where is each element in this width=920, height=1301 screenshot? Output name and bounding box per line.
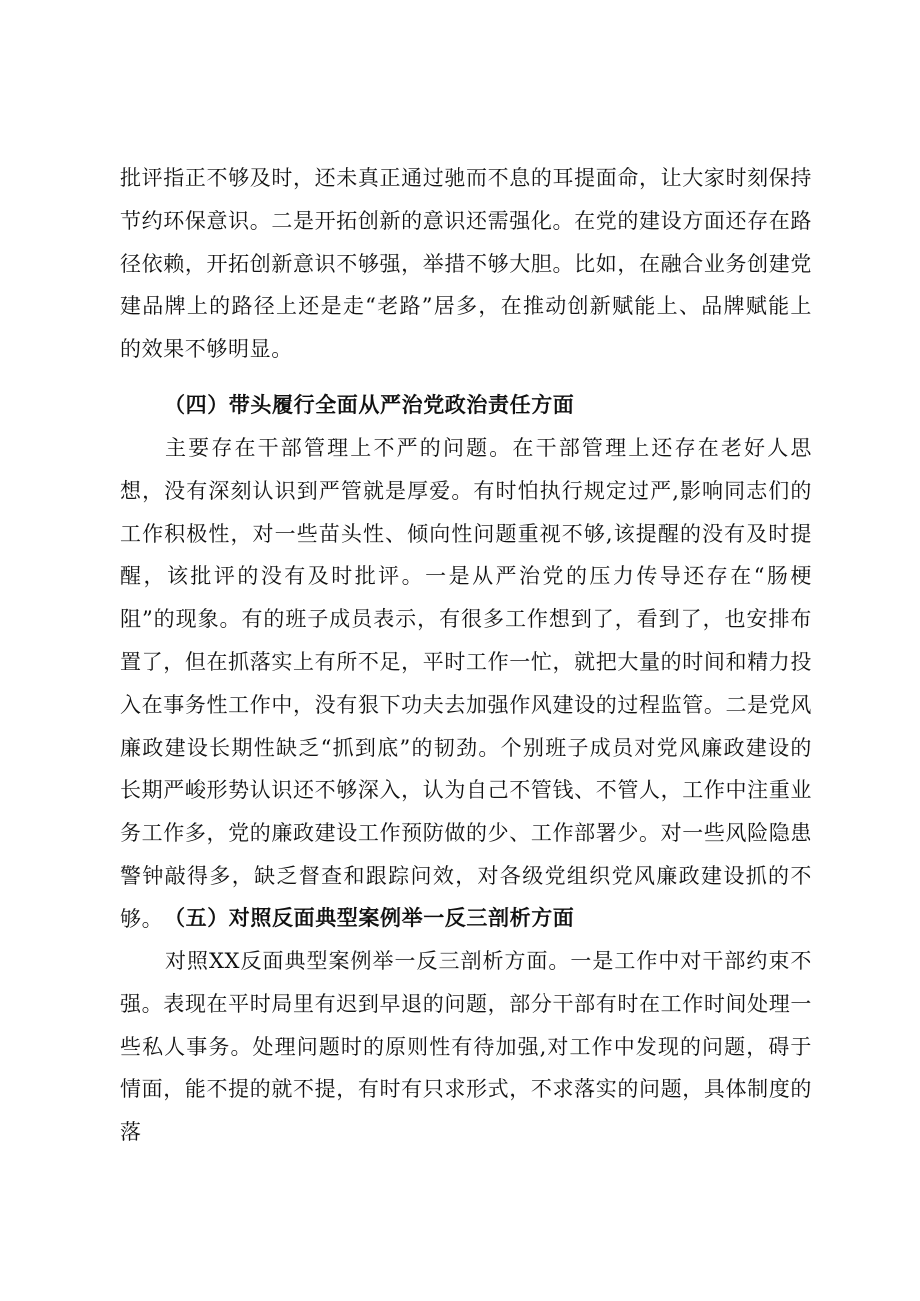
section-4-paragraph: 主要存在干部管理上不严的问题。在干部管理上还存在老好人思想，没有深刻认识到严管就是厚爱。有时怕执行规定过严,影响同志们的工作积极性，对一些苗头性、倾向性问题重视不够,该提醒的没有及时提醒，该批评的没有及时批评。一是从严治党的压力传导还存在“肠梗阻”的现象。有的班子成员表示，有很多工作想到了，看到了，也安排布置了，但在抓落实上有所不足，平时工作一忙，就把大量的时间和精力投入在事务性工作中，没有狠下功夫去加强作风建设的过程监管。二是党风廉政建设长期性缺乏“抓到底”的韧劲。个别班子成员对党风廉政建设的长期严峻形势认识还不够深入，认为自己不管钱、不管人，工作中注重业务工作多，党的廉政建设工作预防做的少、工作部署少。对一些风险隐患警钟敲得多，缺乏督查和跟踪问效，对各级党组织党风廉政建设抓的不够。 [120,436,812,931]
section-5-heading: （五）对照反面典型案例举一反三剖析方面 [164,906,575,930]
section-5-paragraph: 对照XX反面典型案例举一反三剖析方面。一是工作中对干部约束不强。表现在平时局里有迟到早退的问题，部分干部有时在工作时间处理一些私人事务。处理问题时的原则性有待加强,对工作中发现的问题，碍于情面，能不提的就不提，有时有只求形式，不求落实的问题，具体制度的落 [120,949,812,1145]
section-4-heading: （四）带头履行全面从严治党政治责任方面 [164,393,575,417]
continuation-paragraph: 批评指正不够及时，还未真正通过驰而不息的耳提面命，让大家时刻保持节约环保意识。二是开拓创新的意识还需强化。在党的建设方面还存在路径依赖，开拓创新意识不够强，举措不够大胆。比如，在融合业务创建党建品牌上的路径上还是走“老路”居多，在推动创新赋能上、品牌赋能上的效果不够明显。 [120,166,812,362]
